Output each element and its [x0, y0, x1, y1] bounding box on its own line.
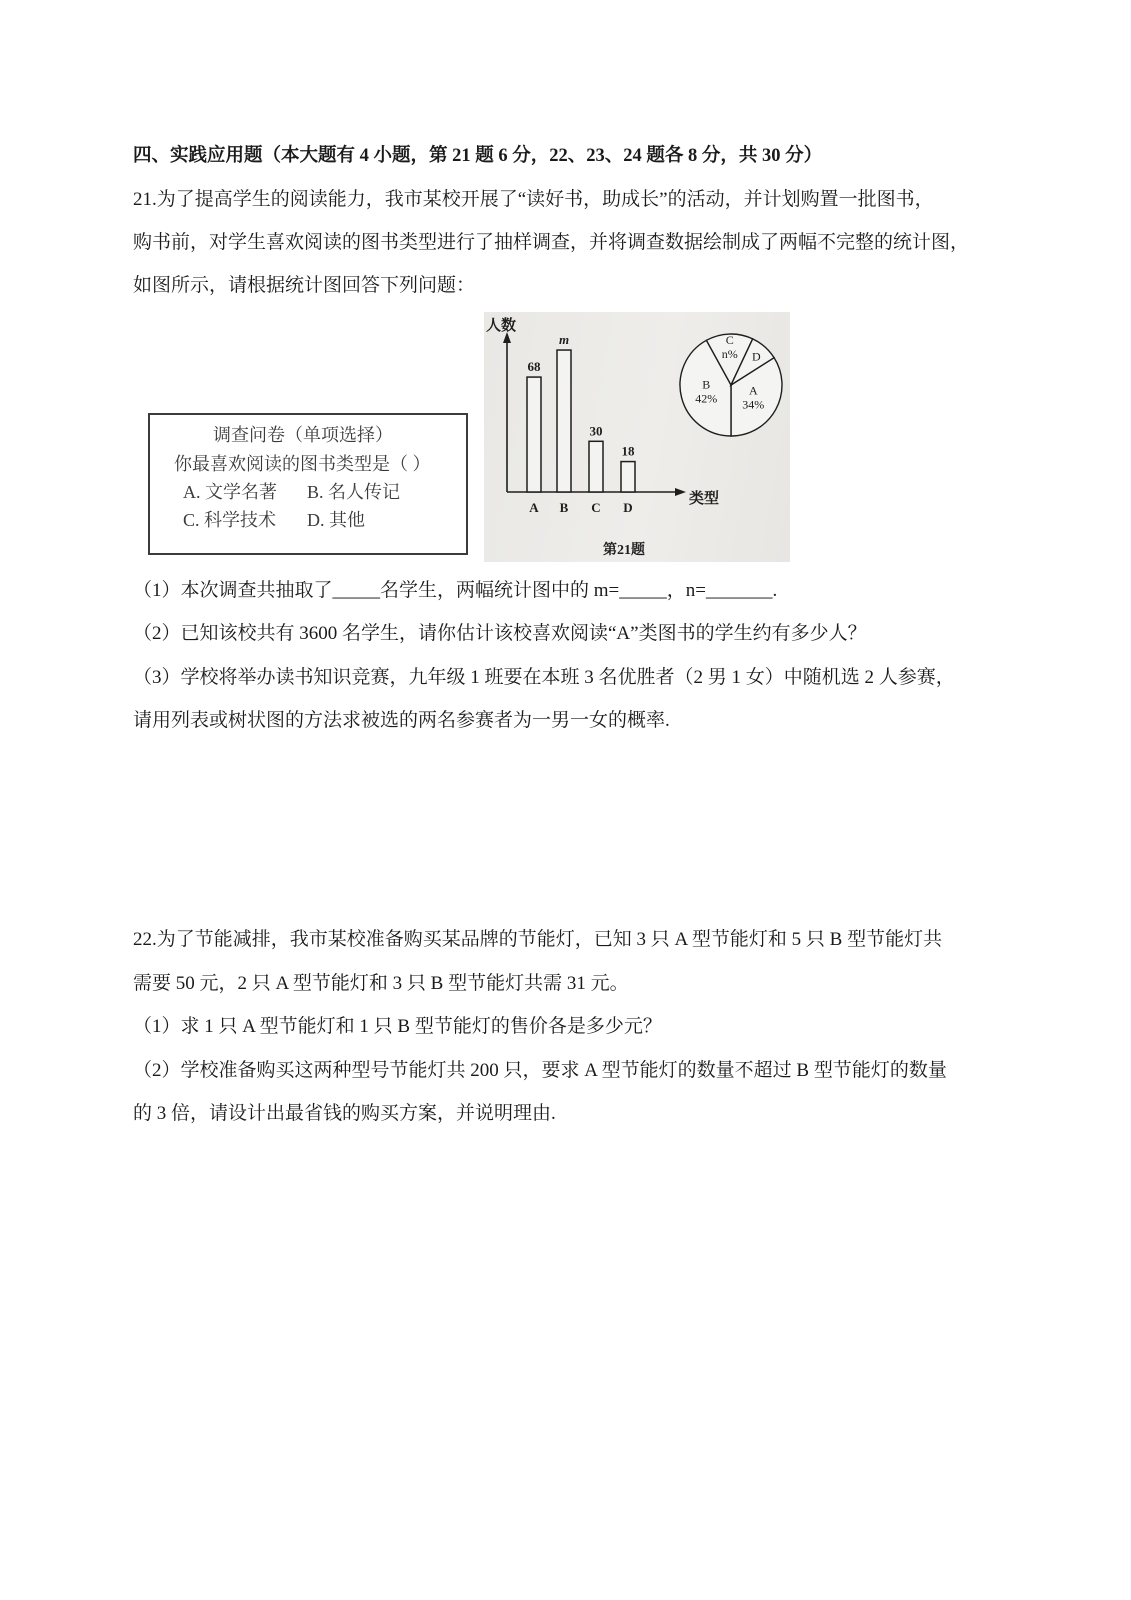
q22-stem-line: 22.为了节能减排，我市某校准备购买某品牌的节能灯，已知 3 只 A 型节能灯和 5 只 B 型节能灯共 — [133, 929, 943, 950]
q22-part-2: （2）学校准备购买这两种型号节能灯共 200 只，要求 A 型节能灯的数量不超过 B 型节能灯的数量 — [133, 1060, 947, 1081]
category-label-d: D — [623, 500, 633, 515]
q21-part-3: （3）学校将举办读书知识竞赛，九年级 1 班要在本班 3 名优胜者（2 男 1 女）中随机选 2 人参赛， — [133, 667, 955, 688]
statistics-figure-photo — [484, 312, 790, 562]
category-label-c: C — [591, 500, 601, 515]
bar-b — [557, 350, 571, 492]
statistics-charts — [484, 312, 790, 562]
survey-option-c: C. 科学技术 — [183, 510, 277, 530]
pie-label-a: A — [748, 383, 758, 398]
y-axis-label: 人数 — [486, 318, 517, 334]
bar-d — [621, 462, 635, 492]
q21-part-2: （2）已知该校共有 3600 名学生，请你估计该校喜欢阅读“A”类图书的学生约有多少人？ — [133, 623, 867, 644]
survey-question: 你最喜欢阅读的图书类型是（ ） — [174, 454, 431, 474]
survey-title: 调查问卷（单项选择） — [213, 425, 393, 445]
category-label-a: A — [529, 500, 539, 515]
q21-part-3-continued: 请用列表或树状图的方法求被选的两名参赛者为一男一女的概率. — [133, 710, 670, 731]
q22-stem-line: 需要 50 元，2 只 A 型节能灯和 3 只 B 型节能灯共需 31 元。 — [133, 973, 629, 994]
bar-c — [589, 441, 603, 492]
survey-option-a: A. 文学名著 — [183, 482, 277, 502]
q21-stem-line: 购书前，对学生喜欢阅读的图书类型进行了抽样调查，并将调查数据绘制成了两幅不完整的统计图， — [133, 232, 970, 253]
x-axis-arrow — [675, 488, 686, 496]
bar-value-label-d: 18 — [621, 443, 635, 459]
pie-label-c: C — [725, 332, 734, 347]
pie-label-b: B — [702, 377, 711, 392]
q21-stem-line: 如图所示，请根据统计图回答下列问题： — [133, 275, 476, 296]
bar-a — [527, 377, 541, 492]
q21-part-1: （1）本次调查共抽取了_____名学生，两幅统计图中的 m=_____，n=_______. — [133, 580, 778, 601]
bar-value-label-c: 30 — [589, 423, 603, 439]
pie-percent-label-b: 42% — [695, 391, 718, 406]
x-axis-label: 类型 — [689, 491, 720, 507]
category-label-b: B — [559, 500, 569, 515]
section-heading: 四、实践应用题（本大题有 4 小题，第 21 题 6 分，22、23、24 题各 8 分，共 30 分） — [133, 146, 823, 166]
q22-part-2-continued: 的 3 倍，请设计出最省钱的购买方案，并说明理由. — [133, 1103, 556, 1124]
pie-percent-label-c: n% — [721, 346, 738, 361]
survey-questionnaire-box — [148, 413, 468, 555]
survey-option-d: D. 其他 — [307, 510, 365, 530]
q22-part-1: （1）求 1 只 A 型节能灯和 1 只 B 型节能灯的售价各是多少元？ — [133, 1016, 662, 1037]
figure-caption: 第21题 — [603, 543, 645, 558]
pie-label-d: D — [751, 349, 761, 364]
pie-percent-label-a: 34% — [742, 397, 765, 412]
survey-option-b: B. 名人传记 — [307, 482, 401, 502]
bar-value-label-a: 68 — [527, 359, 541, 375]
q21-stem-line: 21.为了提高学生的阅读能力，我市某校开展了“读好书，助成长”的活动，并计划购置一批图书， — [133, 189, 934, 210]
bar-value-label-b: m — [558, 332, 570, 348]
